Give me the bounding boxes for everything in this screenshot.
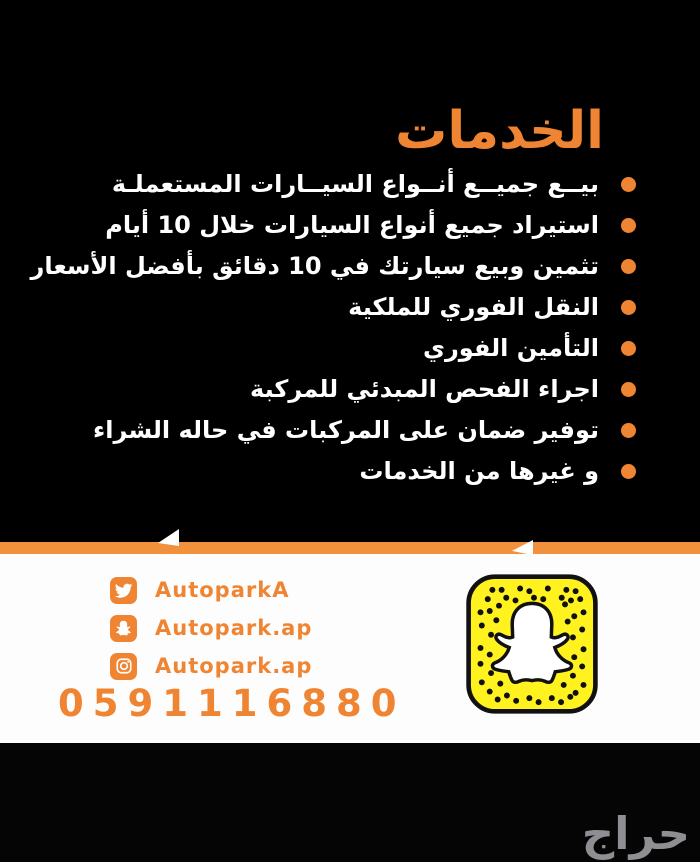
services-list [0,168,636,487]
list-item [0,209,636,241]
bullet-dot [621,218,636,233]
list-item [0,332,636,364]
bullet-dot [621,423,636,438]
list-item [0,414,636,446]
bullet-dot [621,259,636,274]
list-item [0,455,636,487]
snapchat-icon [110,615,137,642]
bullet-dot [621,300,636,315]
twitter-handle: AutoparkA [155,578,290,602]
bullet-dot [621,341,636,356]
page-title: الخدمات [395,101,604,161]
snapchat-handle: Autopark.ap [155,616,313,640]
service-text: تثمين وبيع سيارتك في 10 دقائق بأفضل الأسعار [30,252,599,280]
divider-stripe [0,542,700,554]
social-links [110,576,312,690]
list-item [0,291,636,323]
service-text: استيراد جميع أنواع السيارات خلال 10 أيام [105,211,599,239]
haraj-watermark: حراج [581,807,690,860]
list-item [0,168,636,200]
service-text: النقل الفوري للملكية [348,293,599,321]
bullet-dot [621,177,636,192]
social-row-twitter [110,576,312,604]
twitter-icon [110,577,137,604]
phone-number: 0591116880 [58,682,406,725]
social-row-instagram [110,652,312,680]
bullet-dot [621,382,636,397]
list-item [0,373,636,405]
instagram-icon [110,653,137,680]
service-text: اجراء الفحص المبدئي للمركبة [250,375,599,403]
service-text: بيــع جميــع أنــواع السيــارات المستعملـة [111,170,599,198]
list-item [0,250,636,282]
bullet-dot [621,464,636,479]
snapchat-snapcode [465,574,599,714]
service-text: و غيرها من الخدمات [359,457,599,485]
footer-bar [0,743,700,862]
service-text: توفير ضمان على المركبات في حاله الشراء [93,416,599,444]
contact-section [0,554,700,743]
service-text: التأمين الفوري [422,334,599,362]
instagram-handle: Autopark.ap [155,654,313,678]
social-row-snapchat [110,614,312,642]
